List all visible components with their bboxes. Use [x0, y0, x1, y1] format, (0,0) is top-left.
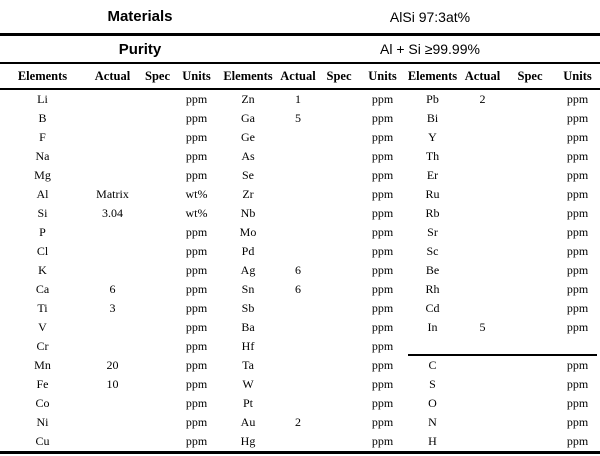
cell-units: ppm: [566, 415, 589, 429]
column-header-spec: Spec: [145, 68, 170, 83]
cell-spec: [318, 432, 360, 451]
cell-actual: [460, 432, 505, 451]
cell-actual: [460, 242, 505, 261]
cell-element: H: [428, 434, 437, 448]
cell-spec: [505, 261, 555, 280]
cell-actual: [460, 166, 505, 185]
cell-actual: 10: [106, 377, 119, 391]
cell-units: ppm: [185, 377, 208, 391]
cell-spec: [140, 185, 175, 204]
cell-spec: [318, 185, 360, 204]
cell-spec: [505, 432, 555, 451]
cell-actual: [85, 432, 140, 451]
column-header-actual: Actual: [280, 68, 316, 83]
cell-units: ppm: [371, 187, 394, 201]
cell-spec: [140, 166, 175, 185]
cell-actual: 1: [295, 92, 301, 106]
cell-actual: [460, 128, 505, 147]
cell-units: ppm: [566, 301, 589, 315]
cell-actual: 2: [295, 415, 301, 429]
cell-actual: [278, 432, 318, 451]
cell-element: Mn: [34, 358, 51, 372]
cell-spec: [505, 394, 555, 413]
cell-actual: [85, 337, 140, 356]
cell-units: ppm: [566, 320, 589, 334]
cell-units: ppm: [566, 168, 589, 182]
group3-divider-rule: [408, 354, 597, 356]
cell-units: ppm: [371, 168, 394, 182]
cell-units: ppm: [371, 92, 394, 106]
purity-row: [0, 36, 600, 64]
cell-units: ppm: [566, 187, 589, 201]
cell-actual: [85, 413, 140, 432]
cell-element: Pt: [242, 396, 253, 410]
cell-element: Ti: [37, 301, 48, 315]
cell-spec: [140, 90, 175, 109]
cell-element: Hg: [240, 434, 256, 448]
cell-units: ppm: [566, 377, 589, 391]
cell-units: ppm: [185, 396, 208, 410]
cell-units: ppm: [566, 263, 589, 277]
cell-spec: [140, 375, 175, 394]
cell-units: ppm: [566, 225, 589, 239]
cell-spec: [140, 337, 175, 356]
cell-units: ppm: [371, 244, 394, 258]
cell-spec: [140, 223, 175, 242]
cell-units: ppm: [185, 358, 208, 372]
cell-units: ppm: [371, 282, 394, 296]
cell-units: ppm: [566, 244, 589, 258]
cell-spec: [318, 413, 360, 432]
cell-element: Mg: [34, 168, 51, 182]
cell-element: Cl: [36, 244, 49, 258]
cell-element: O: [428, 396, 437, 410]
cell-units: ppm: [185, 320, 208, 334]
cell-units: wt%: [185, 187, 208, 201]
cell-actual: [460, 109, 505, 128]
cell-units: ppm: [371, 339, 394, 353]
cell-spec: [318, 394, 360, 413]
cell-actual: [460, 185, 505, 204]
cell-element: Pd: [241, 244, 255, 258]
cell-units: ppm: [566, 206, 589, 220]
cell-spec: [505, 299, 555, 318]
column-header-actual: Actual: [94, 68, 131, 83]
cell-units: ppm: [371, 377, 394, 391]
cell-element: Al: [36, 187, 49, 201]
cell-units: ppm: [371, 434, 394, 448]
cell-units: ppm: [566, 358, 589, 372]
cell-spec: [140, 109, 175, 128]
cell-spec: [505, 128, 555, 147]
cell-element: Be: [425, 263, 440, 277]
cell-actual: 3.04: [102, 206, 123, 220]
cell-spec: [318, 166, 360, 185]
cell-element: Rh: [425, 282, 440, 296]
purity-value: Al + Si ≥99.99%: [380, 41, 480, 57]
cell-spec: [505, 375, 555, 394]
cell-element: Co: [35, 396, 50, 410]
cell-element: F: [39, 130, 46, 144]
cell-spec: [140, 128, 175, 147]
cell-element: Ta: [242, 358, 254, 372]
cell-element: Ga: [241, 111, 255, 125]
cell-spec: [140, 299, 175, 318]
cell-element: Sc: [426, 244, 439, 258]
cell-units: ppm: [371, 206, 394, 220]
column-header-elements: Elements: [223, 68, 273, 83]
cell-units: ppm: [185, 339, 208, 353]
cell-units: ppm: [371, 358, 394, 372]
cell-spec: [505, 318, 555, 337]
cell-actual: [85, 223, 140, 242]
cell-actual: 20: [106, 358, 119, 372]
cell-actual: [85, 394, 140, 413]
cell-element: Ru: [425, 187, 440, 201]
cell-spec: [140, 204, 175, 223]
cell-units: ppm: [371, 320, 394, 334]
cell-actual: [278, 128, 318, 147]
cell-spec: [318, 128, 360, 147]
cell-element: Bi: [426, 111, 439, 125]
cell-units: ppm: [566, 396, 589, 410]
cell-actual: 5: [295, 111, 301, 125]
cell-spec: [318, 204, 360, 223]
cell-units: ppm: [185, 111, 208, 125]
cell-spec: [505, 166, 555, 185]
cell-spec: [318, 223, 360, 242]
cell-actual: [278, 394, 318, 413]
cell-spec: [140, 242, 175, 261]
cell-actual: 6: [295, 282, 301, 296]
column-header-units: Units: [563, 68, 592, 83]
cell-spec: [318, 109, 360, 128]
cell-spec: [318, 147, 360, 166]
cell-element: Cr: [36, 339, 49, 353]
column-header-row: [0, 64, 600, 90]
cell-spec: [318, 261, 360, 280]
cell-actual: Matrix: [96, 187, 129, 201]
cell-actual: [460, 413, 505, 432]
cell-actual: [85, 261, 140, 280]
cell-actual: [85, 109, 140, 128]
cell-actual: [278, 375, 318, 394]
cell-spec: [505, 242, 555, 261]
cell-element: Sb: [241, 301, 255, 315]
cell-units: ppm: [371, 130, 394, 144]
cell-units: ppm: [371, 263, 394, 277]
cell-spec: [318, 337, 360, 356]
cell-element: Sn: [241, 282, 255, 296]
cell-element: V: [38, 320, 47, 334]
cell-spec: [505, 223, 555, 242]
cell-spec: [140, 356, 175, 375]
cell-actual: [460, 280, 505, 299]
cell-actual: [278, 299, 318, 318]
cell-spec: [505, 413, 555, 432]
cell-actual: [460, 261, 505, 280]
cell-actual: [278, 318, 318, 337]
cell-spec: [318, 356, 360, 375]
cell-spec: [140, 261, 175, 280]
cell-units: wt%: [185, 206, 208, 220]
cell-element: Pb: [426, 92, 439, 106]
cell-actual: [460, 204, 505, 223]
cell-units: ppm: [185, 168, 208, 182]
cell-units: ppm: [185, 92, 208, 106]
cell-element: Cu: [35, 434, 50, 448]
cell-actual: [278, 223, 318, 242]
cell-element: Y: [428, 130, 437, 144]
cell-element: K: [38, 263, 47, 277]
cell-units: ppm: [371, 301, 394, 315]
cell-units: ppm: [566, 434, 589, 448]
cell-units: ppm: [566, 111, 589, 125]
cell-units: ppm: [566, 282, 589, 296]
table-body: [0, 90, 600, 454]
column-header-spec: Spec: [517, 68, 543, 83]
cell-actual: [278, 185, 318, 204]
cell-element: Na: [35, 149, 50, 163]
cell-units: ppm: [566, 130, 589, 144]
cell-element: Th: [425, 149, 440, 163]
cell-actual: [278, 242, 318, 261]
cell-element: P: [39, 225, 46, 239]
cell-actual: [460, 223, 505, 242]
cell-spec: [140, 318, 175, 337]
cell-actual: [85, 166, 140, 185]
cell-element: Fe: [36, 377, 49, 391]
cell-actual: [278, 147, 318, 166]
cell-element: Se: [242, 168, 254, 182]
cell-element: Er: [426, 168, 439, 182]
cell-actual: [85, 242, 140, 261]
cell-actual: [278, 337, 318, 356]
cell-element: Ni: [36, 415, 49, 429]
materials-label: Materials: [107, 8, 173, 25]
column-header-spec: Spec: [326, 68, 352, 83]
cell-actual: [278, 204, 318, 223]
cell-actual: [460, 147, 505, 166]
cell-units: ppm: [185, 434, 208, 448]
cell-units: ppm: [185, 244, 208, 258]
cell-spec: [505, 204, 555, 223]
cell-spec: [318, 90, 360, 109]
cell-actual: 3: [109, 301, 116, 315]
cell-element: W: [242, 377, 254, 391]
cell-element: B: [38, 111, 47, 125]
cell-element: N: [428, 415, 437, 429]
cell-units: ppm: [371, 149, 394, 163]
cell-units: ppm: [371, 225, 394, 239]
cell-units: ppm: [185, 130, 208, 144]
cell-spec: [505, 147, 555, 166]
cell-element: As: [241, 149, 255, 163]
column-header-units: Units: [182, 68, 211, 83]
cell-units: ppm: [185, 301, 208, 315]
cell-spec: [318, 242, 360, 261]
cell-spec: [505, 356, 555, 375]
cell-element: Ba: [241, 320, 255, 334]
column-header-elements: Elements: [407, 68, 458, 83]
cell-actual: [460, 375, 505, 394]
cell-actual: [85, 128, 140, 147]
cell-element: Ca: [35, 282, 50, 296]
cell-spec: [140, 147, 175, 166]
cell-spec: [140, 280, 175, 299]
cell-element: Hf: [241, 339, 255, 353]
cell-element: Cd: [425, 301, 440, 315]
cell-units: ppm: [371, 111, 394, 125]
cell-spec: [140, 432, 175, 451]
cell-element: Sr: [427, 225, 438, 239]
cell-actual: [85, 147, 140, 166]
cell-element: C: [428, 358, 437, 372]
cell-actual: [85, 90, 140, 109]
cell-spec: [318, 318, 360, 337]
materials-row: [0, 0, 600, 36]
cell-element: Mo: [239, 225, 257, 239]
cell-element: Ag: [240, 263, 256, 277]
cell-spec: [318, 375, 360, 394]
cell-actual: 5: [479, 320, 486, 334]
cell-actual: [278, 356, 318, 375]
cell-element: Ge: [241, 130, 255, 144]
materials-value: AlSi 97:3at%: [389, 8, 471, 25]
cell-element: Nb: [240, 206, 256, 220]
cell-spec: [318, 299, 360, 318]
cell-units: ppm: [185, 282, 208, 296]
column-header-actual: Actual: [464, 68, 501, 83]
cell-spec: [318, 280, 360, 299]
cell-element: Li: [37, 92, 48, 106]
cell-actual: 2: [479, 92, 486, 106]
cell-units: ppm: [185, 225, 208, 239]
cell-element: S: [429, 377, 436, 391]
cell-units: ppm: [566, 149, 589, 163]
cell-spec: [140, 394, 175, 413]
cell-actual: 6: [109, 282, 116, 296]
column-header-units: Units: [368, 68, 397, 83]
cell-units: ppm: [566, 92, 589, 106]
cell-element: Rb: [425, 206, 440, 220]
cell-spec: [505, 90, 555, 109]
column-header-elements: Elements: [17, 68, 68, 83]
cell-element: In: [427, 320, 438, 334]
cell-element: Si: [37, 206, 48, 220]
cell-actual: 6: [295, 263, 301, 277]
cell-element: Au: [240, 415, 256, 429]
cell-element: Zr: [242, 187, 254, 201]
cell-units: ppm: [185, 149, 208, 163]
cell-units: ppm: [185, 263, 208, 277]
cell-actual: [278, 166, 318, 185]
cell-spec: [505, 109, 555, 128]
cell-units: ppm: [185, 415, 208, 429]
cell-units: ppm: [371, 396, 394, 410]
cell-actual: [460, 356, 505, 375]
cell-actual: [460, 394, 505, 413]
cell-actual: [85, 318, 140, 337]
cell-spec: [505, 280, 555, 299]
cell-element: Zn: [241, 92, 255, 106]
cell-spec: [140, 413, 175, 432]
cell-actual: [460, 299, 505, 318]
cell-spec: [505, 185, 555, 204]
purity-label: Purity: [118, 40, 162, 58]
cell-units: ppm: [371, 415, 394, 429]
